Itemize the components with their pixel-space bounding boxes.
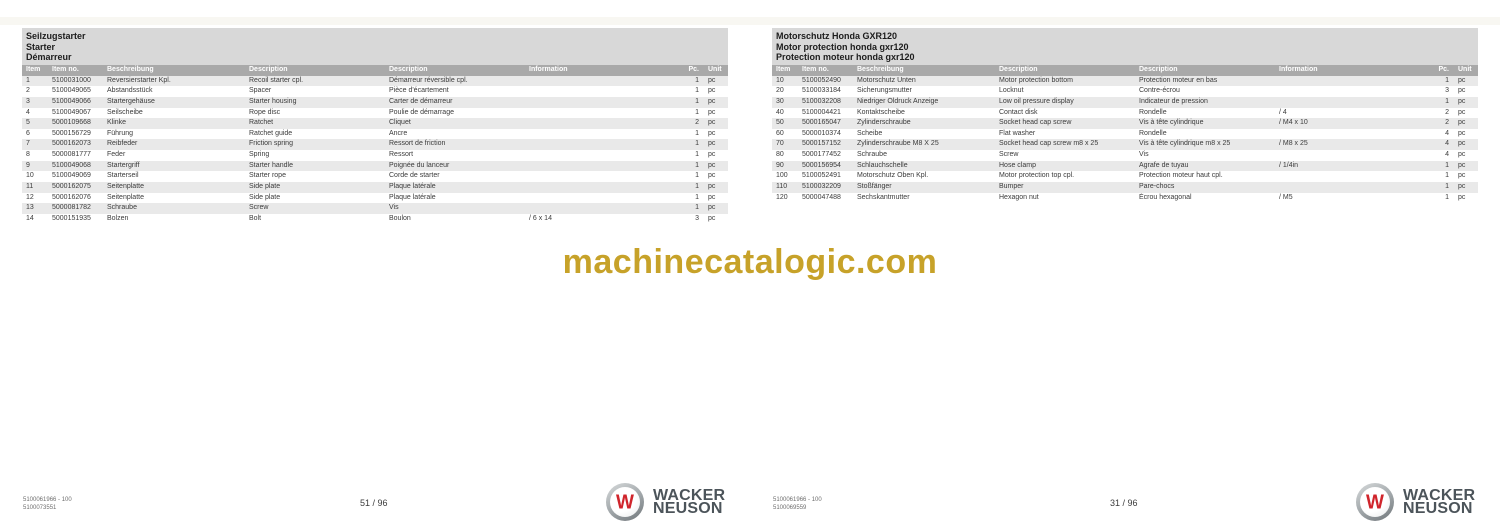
table-row [22, 76, 728, 87]
table-cell: 7 [26, 140, 30, 148]
column-header: Beschreibung [857, 66, 904, 73]
table-cell [1275, 171, 1427, 182]
column-header: Item [776, 66, 791, 73]
table-cell: 5 [26, 119, 30, 127]
table-row [772, 182, 1478, 193]
table-cell: 5100049069 [52, 172, 91, 180]
table-cell: Zylinderschraube [857, 119, 911, 127]
logo-wordmark-line1: WACKER [1403, 486, 1476, 504]
table-cell: Spring [249, 151, 270, 159]
table-cell: Contre-écrou [1139, 87, 1180, 95]
table-row [772, 76, 1478, 87]
table-cell: 1 [695, 76, 699, 84]
table-row [22, 171, 728, 182]
table-cell: 2 [695, 119, 699, 127]
table-cell: Rope disc [249, 108, 281, 116]
table-cell: Pare-chocs [1139, 183, 1175, 191]
table-cell: 1 [695, 183, 699, 191]
table-cell [525, 193, 677, 204]
table-cell [525, 97, 677, 108]
table-cell: Socket head cap screw m8 x 25 [999, 140, 1099, 148]
table-cell: 1 [695, 151, 699, 159]
table-row [22, 150, 728, 161]
table-cell: 13 [26, 204, 34, 212]
table-cell: 5000156954 [802, 161, 841, 169]
table-header-row [772, 65, 1478, 76]
document-reference-numbers [23, 497, 72, 512]
table-cell: Hose clamp [999, 161, 1036, 169]
table-cell: 5000162076 [52, 193, 91, 201]
table-cell: 5100052490 [802, 76, 841, 84]
table-cell: / 6 x 14 [529, 214, 552, 222]
table-cell: 1 [695, 129, 699, 137]
table-cell [525, 171, 677, 182]
table-cell: Vis [389, 204, 399, 212]
table-cell: pc [708, 183, 716, 191]
table-cell: 9 [26, 161, 30, 169]
table-cell [525, 182, 677, 193]
table-body [22, 76, 728, 225]
table-cell: Plaque latérale [389, 183, 436, 191]
table-cell: pc [708, 129, 716, 137]
table-cell: Reversierstarter Kpl. [107, 76, 171, 84]
table-cell: 10 [776, 76, 784, 84]
table-cell: Vis à tête cylindrique [1139, 119, 1204, 127]
watermark: machinecatalogic.com [562, 243, 938, 281]
table-cell: 5100031000 [52, 76, 91, 84]
table-cell [1275, 97, 1427, 108]
section-title-en: Starter [26, 41, 56, 52]
table-cell: Kontaktscheibe [857, 108, 905, 116]
table-cell: pc [708, 172, 716, 180]
table-cell: pc [708, 140, 716, 148]
table-row [772, 108, 1478, 119]
table-row [772, 97, 1478, 108]
logo-wordmark-line2: NEUSON [653, 500, 723, 517]
column-header: Description [249, 66, 288, 73]
column-header: Information [529, 66, 568, 73]
table-cell: pc [708, 76, 716, 84]
parts-table [772, 65, 1478, 203]
section-title-de: Seilzugstarter [26, 31, 86, 41]
table-row [22, 86, 728, 97]
table-cell: pc [1458, 87, 1466, 95]
table-cell: Side plate [249, 193, 281, 201]
table-cell: Poulie de démarrage [389, 108, 454, 116]
table-cell: 4 [1445, 140, 1449, 148]
reference-line: 5100073551 [23, 504, 57, 511]
table-cell: Screw [249, 204, 269, 212]
table-cell: Seitenplatte [107, 193, 144, 201]
table-cell: pc [1458, 97, 1466, 105]
table-cell: Scheibe [857, 129, 883, 137]
table-cell: Bolzen [107, 214, 129, 222]
table-cell: pc [1458, 119, 1466, 127]
column-header: Pc. [1438, 66, 1449, 73]
section-title-de: Motorschutz Honda GXR120 [776, 31, 898, 41]
table-cell: 3 [26, 97, 30, 105]
column-header: Item no. [802, 66, 829, 73]
table-cell: pc [1458, 193, 1466, 201]
table-cell: pc [708, 97, 716, 105]
table-cell [525, 108, 677, 119]
column-header: Unit [708, 66, 722, 73]
logo-w-letter: W [616, 490, 634, 514]
table-cell: Cliquet [389, 119, 411, 127]
table-cell: Recoil starter cpl. [249, 76, 304, 84]
table-cell: Vis à tête cylindrique m8 x 25 [1139, 140, 1231, 148]
table-cell: Klinke [107, 119, 127, 127]
parts-table [22, 65, 728, 225]
logo-w-letter: W [1366, 490, 1384, 514]
table-cell: 5000151935 [52, 214, 91, 222]
table-cell: 70 [776, 140, 784, 148]
table-cell: / M8 x 25 [1279, 140, 1308, 148]
table-row [22, 118, 728, 129]
column-header: Description [1139, 66, 1178, 73]
table-cell: Indicateur de pression [1139, 97, 1208, 105]
table-cell: 5100052491 [802, 172, 841, 180]
logo-wordmark-line2: NEUSON [1403, 500, 1473, 517]
table-cell: Carter de démarreur [389, 97, 453, 105]
table-cell: Démarreur réversible cpl. [389, 76, 468, 84]
table-cell: 90 [776, 161, 784, 169]
table-cell: 5000010374 [802, 129, 841, 137]
reference-line: 5100061966 - 100 [23, 497, 72, 503]
page-number: 51 / 96 [360, 498, 388, 508]
table-cell: Sechskantmutter [857, 193, 910, 201]
table-cell: Rondelle [1139, 129, 1167, 137]
table-cell: pc [708, 108, 716, 116]
reference-line: 5100061966 - 100 [773, 497, 822, 503]
table-cell: Plaque latérale [389, 193, 436, 201]
table-cell [525, 203, 677, 214]
table-cell: Startergehäuse [107, 97, 155, 105]
table-cell: 2 [1445, 108, 1449, 116]
table-cell: 5000162073 [52, 140, 91, 148]
table-cell: Protection moteur haut cpl. [1139, 172, 1223, 180]
logo-wordmark-line1: WACKER [653, 486, 726, 504]
table-cell: 1 [695, 87, 699, 95]
table-cell: 5000047488 [802, 193, 841, 201]
table-cell: 5100049065 [52, 87, 91, 95]
table-cell: 1 [695, 97, 699, 105]
table-row [772, 161, 1478, 172]
table-cell: 2 [26, 87, 30, 95]
section-title-block [22, 28, 728, 65]
table-cell: 1 [1445, 172, 1449, 180]
table-cell: 1 [695, 193, 699, 201]
table-cell: 8 [26, 151, 30, 159]
table-row [772, 150, 1478, 161]
table-cell: 5000156729 [52, 129, 91, 137]
table-cell: 3 [1445, 87, 1449, 95]
table-cell: 120 [776, 193, 788, 201]
table-cell: 50 [776, 119, 784, 127]
table-row [772, 193, 1478, 204]
table-cell: 5000081782 [52, 204, 91, 212]
table-cell: Side plate [249, 183, 281, 191]
table-cell: Motor protection top cpl. [999, 172, 1075, 180]
column-header: Pc. [688, 66, 699, 73]
table-cell: 1 [695, 140, 699, 148]
table-row [22, 97, 728, 108]
table-cell: Motorschutz Oben Kpl. [857, 172, 929, 180]
table-row [772, 139, 1478, 150]
table-cell: Spacer [249, 87, 272, 95]
table-cell: 1 [26, 76, 30, 84]
column-header: Description [999, 66, 1038, 73]
section-title-en: Motor protection honda gxr120 [776, 41, 909, 52]
table-cell [525, 86, 677, 97]
table-cell: 5100049068 [52, 161, 91, 169]
table-cell: Boulon [389, 214, 411, 222]
table-cell: 5000081777 [52, 151, 91, 159]
table-cell: Ressort de friction [389, 140, 446, 148]
table-row [772, 118, 1478, 129]
logo-wordmark [653, 486, 726, 517]
table-cell: 5100032208 [802, 97, 841, 105]
table-cell: Motorschutz Unten [857, 76, 916, 84]
table-cell [525, 139, 677, 150]
table-row [772, 86, 1478, 97]
table-cell: Low oil pressure display [999, 97, 1074, 105]
table-cell: 40 [776, 108, 784, 116]
column-header: Information [1279, 66, 1318, 73]
document-reference-numbers [773, 497, 822, 512]
table-cell: 12 [26, 193, 34, 201]
table-cell: Schraube [107, 204, 137, 212]
table-cell: Motor protection bottom [999, 76, 1073, 84]
section-title-block [772, 28, 1478, 65]
table-row [22, 108, 728, 119]
table-cell: 5000162075 [52, 183, 91, 191]
table-row [772, 171, 1478, 182]
table-cell: Schlauchschelle [857, 161, 908, 169]
table-cell: Startergriff [107, 161, 140, 169]
logo-w-badge-icon [1356, 483, 1394, 521]
section-title-fr: Protection moteur honda gxr120 [776, 52, 915, 62]
column-header: Unit [1458, 66, 1472, 73]
logo-wordmark [1403, 486, 1476, 517]
table-cell: 1 [1445, 193, 1449, 201]
table-cell: / 4 [1279, 108, 1287, 116]
table-cell: Flat washer [999, 129, 1036, 137]
table-cell: 80 [776, 151, 784, 159]
table-cell: Rondelle [1139, 108, 1167, 116]
table-cell: 11 [26, 183, 34, 191]
table-cell [525, 76, 677, 87]
table-cell: Seilscheibe [107, 108, 143, 116]
page-number: 31 / 96 [1110, 498, 1138, 508]
table-row [22, 161, 728, 172]
table-cell: Führung [107, 129, 134, 137]
table-cell [1275, 86, 1427, 97]
table-cell: pc [1458, 161, 1466, 169]
table-cell: pc [1458, 76, 1466, 84]
table-cell: pc [1458, 129, 1466, 137]
column-header: Item no. [52, 66, 79, 73]
table-cell: 5100049066 [52, 97, 91, 105]
table-cell: Socket head cap screw [999, 119, 1072, 127]
table-cell: Corde de starter [389, 172, 440, 180]
table-cell: Abstandsstück [107, 87, 153, 95]
table-cell: Screw [999, 151, 1019, 159]
table-cell: 5100032209 [802, 183, 841, 191]
table-cell [525, 118, 677, 129]
table-cell: 1 [1445, 183, 1449, 191]
table-cell: pc [1458, 108, 1466, 116]
table-cell: pc [1458, 151, 1466, 159]
table-cell: pc [708, 151, 716, 159]
table-cell: 6 [26, 129, 30, 137]
table-cell: Agrafe de tuyau [1139, 161, 1189, 169]
table-cell: / M4 x 10 [1279, 119, 1308, 127]
table-cell [1275, 150, 1427, 161]
table-header-row [22, 65, 728, 76]
column-header: Beschreibung [107, 66, 154, 73]
table-cell: Ancre [389, 129, 408, 137]
table-cell [525, 129, 677, 140]
table-cell: Starter housing [249, 97, 297, 105]
table-cell [1275, 76, 1427, 87]
table-cell: 1 [1445, 76, 1449, 84]
table-cell: Niedriger Öldruck Anzeige [857, 97, 939, 105]
table-cell: 5100004421 [802, 108, 841, 116]
table-cell: 4 [1445, 129, 1449, 137]
table-cell [525, 150, 677, 161]
table-cell: Sicherungsmutter [857, 87, 912, 95]
table-cell: pc [1458, 140, 1466, 148]
table-cell: Locknut [999, 87, 1024, 95]
table-cell: 5000109668 [52, 119, 91, 127]
table-cell: 5000165047 [802, 119, 841, 127]
table-cell: pc [708, 214, 716, 222]
table-cell: pc [1458, 172, 1466, 180]
table-cell: 4 [26, 108, 30, 116]
table-cell: 1 [695, 172, 699, 180]
table-cell: 20 [776, 87, 784, 95]
table-cell: 4 [1445, 151, 1449, 159]
table-row [22, 203, 728, 214]
table-cell: Stoßfänger [857, 183, 892, 191]
table-cell: / 1/4in [1279, 161, 1299, 169]
table-cell: 14 [26, 214, 34, 222]
table-cell: 1 [695, 204, 699, 212]
table-cell [1275, 182, 1427, 193]
table-cell: 2 [1445, 119, 1449, 127]
table-cell: 1 [1445, 97, 1449, 105]
column-header: Item [26, 66, 41, 73]
wacker-neuson-logo [1356, 483, 1475, 521]
table-row [772, 129, 1478, 140]
table-cell: Seitenplatte [107, 183, 144, 191]
table-cell: 5000157152 [802, 140, 841, 148]
table-cell: Zylinderschraube M8 X 25 [857, 140, 939, 148]
table-cell: Ratchet [249, 119, 274, 127]
table-row [22, 129, 728, 140]
table-cell: pc [708, 204, 716, 212]
table-cell: Pièce d'écartement [389, 87, 449, 95]
table-cell: 5000177452 [802, 151, 841, 159]
table-row [22, 193, 728, 204]
table-cell: Starter rope [249, 172, 286, 180]
table-cell: Bumper [999, 183, 1024, 191]
table-cell: Reibfeder [107, 140, 138, 148]
table-cell: Schraube [857, 151, 887, 159]
table-cell: Ressort [389, 151, 414, 159]
table-cell [1275, 129, 1427, 140]
table-cell: Starter handle [249, 161, 293, 169]
table-cell: 100 [776, 172, 788, 180]
table-cell: Friction spring [249, 140, 293, 148]
table-cell: pc [708, 193, 716, 201]
table-cell: 1 [695, 161, 699, 169]
table-cell: Écrou hexagonal [1139, 193, 1192, 201]
table-row [22, 214, 728, 225]
table-cell: pc [708, 119, 716, 127]
logo-w-badge-icon [606, 483, 644, 521]
wacker-neuson-logo [606, 483, 725, 521]
table-row [22, 139, 728, 150]
table-cell: Feder [107, 151, 126, 159]
table-cell: pc [708, 161, 716, 169]
section-title-fr: Démarreur [26, 52, 72, 62]
table-cell: Bolt [249, 214, 262, 222]
column-header: Description [389, 66, 428, 73]
table-cell: / M5 [1279, 193, 1293, 201]
table-cell: 3 [695, 214, 699, 222]
table-cell: Hexagon nut [999, 193, 1039, 201]
table-cell: Poignée du lanceur [389, 161, 450, 169]
table-cell: 5100033184 [802, 87, 841, 95]
table-cell: 30 [776, 97, 784, 105]
table-cell: pc [708, 87, 716, 95]
table-cell: 1 [1445, 161, 1449, 169]
table-cell: Starterseil [107, 172, 139, 180]
table-cell: 60 [776, 129, 784, 137]
table-cell: Vis [1139, 151, 1149, 159]
table-cell: 110 [776, 183, 788, 191]
table-cell [525, 161, 677, 172]
reference-line: 5100069559 [773, 504, 807, 511]
table-cell: 5100049067 [52, 108, 91, 116]
table-body [772, 76, 1478, 204]
table-cell: Protection moteur en bas [1139, 76, 1218, 84]
table-cell: pc [1458, 183, 1466, 191]
table-cell: 10 [26, 172, 34, 180]
table-cell: 1 [695, 108, 699, 116]
table-cell: Ratchet guide [249, 129, 293, 137]
table-row [22, 182, 728, 193]
table-cell: Contact disk [999, 108, 1038, 116]
